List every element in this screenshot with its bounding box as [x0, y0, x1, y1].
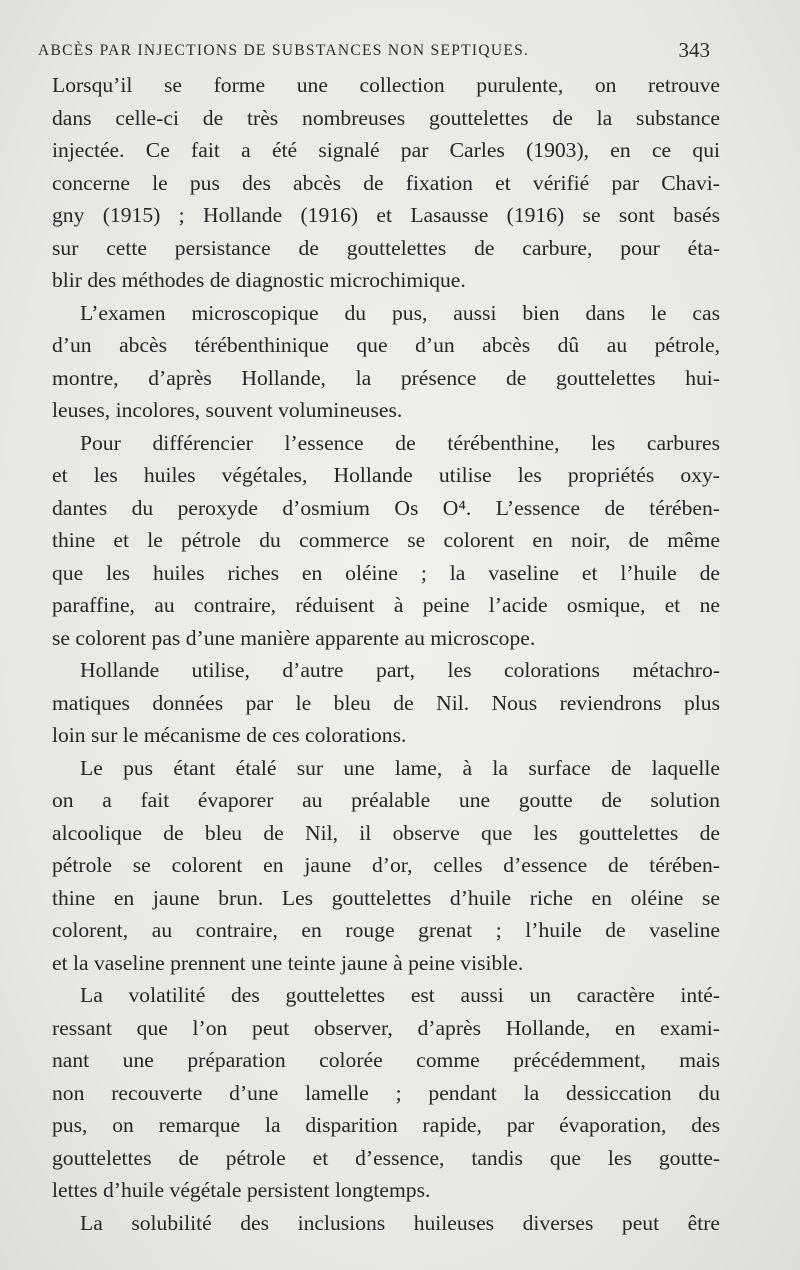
text-line: paraffine, au contraire, réduisent à peine l’acide osmique, et ne — [52, 593, 720, 617]
text-line: Pour différencier l’essence de térébenthine, les carbures — [80, 430, 720, 455]
text-line: lettes d’huile végétale persistent longtemps. — [52, 1178, 431, 1202]
text-line: d’un abcès térébenthinique que d’un abcès dû au pétrole, — [52, 333, 720, 357]
running-title: ABCÈS PAR INJECTIONS DE SUBSTANCES NON SEPTIQUES. — [38, 42, 530, 59]
text-line: que les huiles riches en oléine ; la vaseline et l’huile de — [52, 560, 720, 585]
text-line: La solubilité des inclusions huileuses diverses peut être — [80, 1210, 720, 1235]
text-line: et la vaseline prennent une teinte jaune à peine visible. — [52, 950, 524, 975]
text-line: loin sur le mécanisme de ces colorations. — [52, 723, 407, 747]
text-line: on a fait évaporer au préalable une goutte de solution — [52, 788, 720, 812]
text-line: Le pus étant étalé sur une lame, à la surface de laquelle — [80, 755, 720, 780]
text-line: dantes du peroxyde d’osmium Os O⁴. L’essence de térében- — [52, 495, 720, 520]
text-line: alcoolique de bleu de Nil, il observe que les gouttelettes de — [52, 820, 720, 845]
text-line: pus, on remarque la disparition rapide, par évaporation, des — [52, 1113, 720, 1137]
text-line: nant une préparation colorée comme précédemment, mais — [52, 1048, 720, 1072]
text-line: thine et le pétrole du commerce se colorent en noir, de même — [52, 528, 720, 552]
text-line: se colorent pas d’une manière apparente au microscope. — [52, 625, 536, 650]
text-line: gouttelettes de pétrole et d’essence, tandis que les goutte- — [52, 1145, 720, 1170]
text-line: injectée. Ce fait a été signalé par Carles (1903), en ce qui — [52, 138, 720, 162]
text-line: matiques données par le bleu de Nil. Nous reviendrons plus — [52, 690, 720, 715]
text-line: non recouverte d’une lamelle ; pendant la dessiccation du — [52, 1080, 720, 1105]
text-line: et les huiles végétales, Hollande utilise les propriétés oxy- — [52, 463, 720, 487]
text-line: L’examen microscopique du pus, aussi bien dans le cas — [80, 300, 720, 325]
text-line: La volatilité des gouttelettes est aussi un caractère inté- — [80, 983, 720, 1007]
text-line: Lorsqu’il se forme une collection purulente, on retrouve — [52, 73, 720, 97]
text-line: montre, d’après Hollande, la présence de gouttelettes hui- — [52, 365, 720, 390]
text-line: pétrole se colorent en jaune d’or, celles d’essence de térében- — [52, 853, 720, 877]
text-line: thine en jaune brun. Les gouttelettes d’huile riche en oléine se — [52, 885, 720, 910]
text-line: concerne le pus des abcès de fixation et vérifié par Chavi- — [52, 170, 720, 195]
text-line: dans celle-ci de très nombreuses gouttelettes de la substance — [52, 105, 720, 130]
page-header — [38, 38, 710, 66]
text-line: leuses, incolores, souvent volumineuses. — [52, 398, 403, 422]
body-text — [52, 69, 720, 1239]
text-line: blir des méthodes de diagnostic microchimique. — [52, 268, 466, 292]
text-line: gny (1915) ; Hollande (1916) et Lasausse (1916) se sont basés — [52, 203, 720, 227]
text-line: colorent, au contraire, en rouge grenat ; l’huile de vaseline — [52, 918, 720, 942]
text-line: Hollande utilise, d’autre part, les colorations métachro- — [80, 658, 720, 682]
text-line: sur cette persistance de gouttelettes de carbure, pour éta- — [52, 235, 720, 260]
text-line: ressant que l’on peut observer, d’après Hollande, en exami- — [52, 1015, 720, 1040]
page-number: 343 — [678, 38, 710, 62]
